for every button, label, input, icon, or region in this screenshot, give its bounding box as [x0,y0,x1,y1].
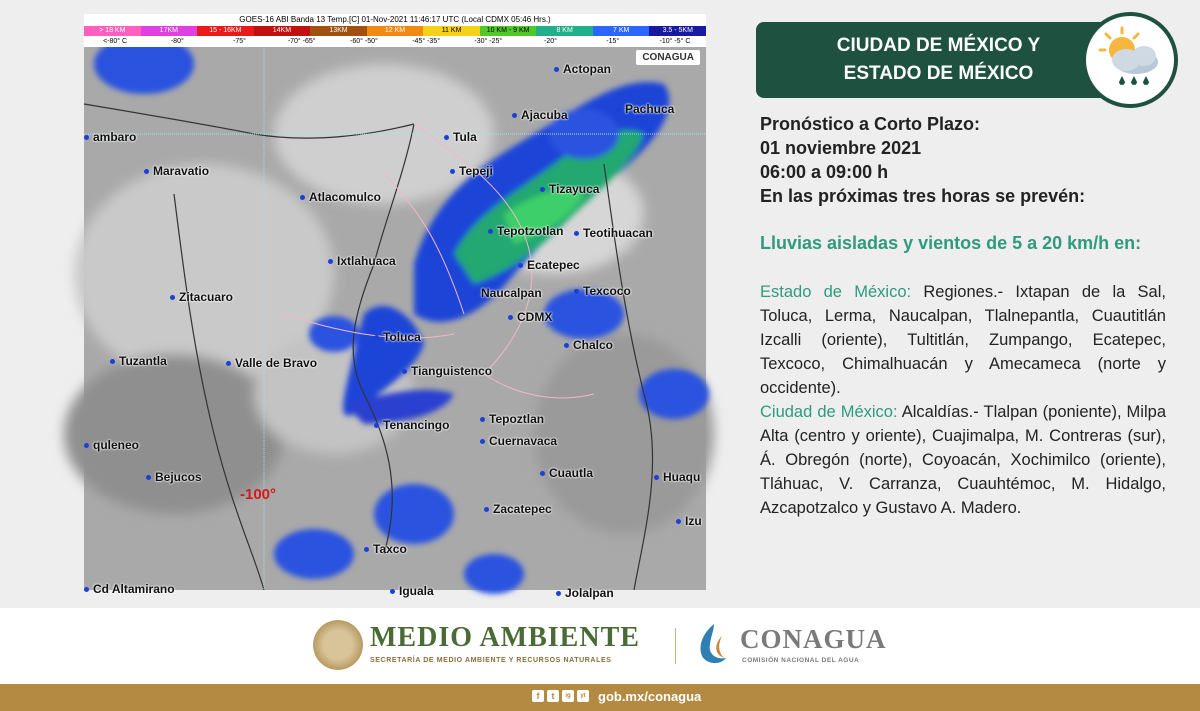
city-name: Tepeji [459,164,493,178]
city-name: Tizayuca [549,182,600,196]
cdmx-label: Ciudad de México: [760,403,898,421]
city-dot-icon [616,107,621,112]
logo-divider [675,628,676,664]
city-label [84,582,175,596]
scale-segment: 7 KM [593,26,650,36]
city-dot-icon [554,67,559,72]
scale-temperature: <-80° C [103,38,128,45]
city-dot-icon [444,135,449,140]
city-name: Tepotzotlan [497,224,564,238]
scale-segment: 12 KM [367,26,424,36]
longitude-label: -100° [240,486,277,503]
city-name: Zacatepec [493,502,552,516]
scale-temperature: -30° -25° [474,38,503,45]
city-label [512,108,568,122]
city-name: Tenancingo [383,418,450,432]
temperature-scale [84,36,706,47]
city-label [84,438,139,452]
city-name: CDMX [517,310,553,324]
city-name: Atlacomulco [309,190,382,204]
city-label [226,356,317,370]
city-label [144,164,209,178]
scale-temperature: -20° [544,38,557,45]
city-label [170,290,233,304]
city-name: Tuzantla [119,354,167,368]
city-name: Cd Altamirano [93,582,175,596]
city-label [480,434,557,448]
city-name: Naucalpan [481,286,542,300]
scale-segment: > 18 KM [84,26,141,36]
city-dot-icon [84,443,89,448]
website-link[interactable]: gob.mx/conagua [598,689,702,704]
conagua-subtitle: COMISIÓN NACIONAL DEL AGUA [742,657,860,664]
city-dot-icon [484,507,489,512]
edomex-label: Estado de México: [760,283,912,301]
city-dot-icon [328,259,333,264]
city-label [444,130,477,144]
city-name: Izu [685,514,702,528]
city-name: Bejucos [155,470,202,484]
city-name: Ajacuba [521,108,568,122]
edomex-text: Regiones.- Ixtapan de la Sal, Toluca, Lerma, Naucalpan, Tlalnepantla, Cuautitlán Izcalli (oriente), Tultitlán, Zumpango, Ecatepec, Texcoco, Chimalhuacán y Amecameca (norte y occidente). [760,283,1166,397]
scale-segment: 14KM [254,26,311,36]
city-dot-icon [110,359,115,364]
city-dot-icon [472,291,477,296]
city-label [488,224,563,238]
scale-segment: 17KM [141,26,198,36]
mexico-seal-icon [313,620,363,670]
city-label [390,584,434,598]
city-dot-icon [540,471,545,476]
city-name: Texcoco [583,284,631,298]
conagua-watermark: CONAGUA [636,50,700,65]
city-name: Jolalpan [565,586,614,600]
city-label [556,586,614,600]
city-dot-icon [676,519,681,524]
city-dot-icon [480,439,485,444]
city-name: Maravatio [153,164,210,178]
medio-ambiente-subtitle: SECRETARÍA DE MEDIO AMBIENTE Y RECURSOS NATURALES [370,657,612,664]
conagua-logo-icon [694,622,732,666]
city-dot-icon [540,187,545,192]
scale-segment: 11 KM [423,26,480,36]
city-label [540,466,593,480]
city-label [480,412,544,426]
forecast-heading [760,112,1170,208]
youtube-icon[interactable]: yt [577,690,589,702]
scale-segment: 10 KM - 9 KM [480,26,537,36]
city-dot-icon [144,169,149,174]
city-name: Ecatepec [527,258,580,272]
city-dot-icon [84,135,89,140]
scale-temperature: -15° [606,38,620,45]
city-dot-icon [574,231,579,236]
city-dot-icon [488,229,493,234]
city-label [484,502,552,516]
city-label [300,190,381,204]
city-name: Taxco [373,542,407,556]
city-label [374,330,421,344]
city-label [450,164,493,178]
satellite-header: GOES-16 ABI Banda 13 Temp.[C] 01-Nov-2021 11:46:17 UTC (Local CDMX 05:46 Hrs.) [84,14,706,26]
city-name: ambaro [93,130,137,144]
city-label [110,354,167,368]
forecast-body [760,280,1166,520]
city-name: Huaqu [663,470,701,484]
medio-ambiente-title: MEDIO AMBIENTE [370,622,640,653]
city-name: Zitacuaro [179,290,234,304]
scale-temperature: -45° -35° [412,38,440,45]
region-title-line1: CIUDAD DE MÉXICO Y [836,35,1041,56]
city-label [508,310,552,324]
forecast-date: 01 noviembre 2021 [760,138,922,158]
city-name: Pachuca [625,102,675,116]
city-dot-icon [402,369,407,374]
scale-temperature: -10° -5° C [659,38,691,45]
city-label [654,470,700,484]
city-name: Tula [453,130,477,144]
conagua-title: CONAGUA [740,624,887,654]
city-label [518,258,580,272]
city-dot-icon [390,589,395,594]
city-label [554,62,611,76]
city-dot-icon [564,343,569,348]
city-dot-icon [146,475,151,480]
region-title-bar [756,22,1121,98]
scale-temperature: -75° [233,38,246,45]
social-links [532,690,589,702]
city-name: Iguala [399,584,434,598]
city-dot-icon [654,475,659,480]
city-label [328,254,396,268]
city-name: Chalco [573,338,614,352]
scale-temperature: -80° [170,38,184,45]
forecast-time-range: 06:00 a 09:00 h [760,162,889,182]
city-dot-icon [374,335,379,340]
city-name: Cuernavaca [489,434,558,448]
twitter-icon[interactable]: t [547,690,559,702]
city-label [676,514,702,528]
city-dot-icon [364,547,369,552]
city-dot-icon [226,361,231,366]
city-label [564,338,613,352]
city-dot-icon [556,591,561,596]
scale-segment: 13KM [310,26,367,36]
scale-segment: 3.5 - 5KM [649,26,706,36]
city-dot-icon [300,195,305,200]
city-dot-icon [480,417,485,422]
city-dot-icon [84,587,89,592]
instagram-icon[interactable]: ig [562,690,574,702]
scale-temperature: -60° -50° [350,38,378,45]
city-name: Valle de Bravo [235,356,318,370]
city-label [374,418,449,432]
city-name: quleneo [93,438,140,452]
city-name: Tepoztlan [489,412,545,426]
city-name: Ixtlahuaca [337,254,396,268]
city-label [540,182,599,196]
facebook-icon[interactable]: f [532,690,544,702]
city-dot-icon [170,295,175,300]
city-label [402,364,492,378]
city-name: Actopan [563,62,611,76]
scale-segment: 15 - 16KM [197,26,254,36]
city-label [146,470,202,484]
city-label [574,226,653,240]
partly-cloudy-rain-icon [1082,12,1178,108]
city-label [574,284,631,298]
city-name: Toluca [383,330,421,344]
city-dot-icon [574,289,579,294]
city-name: Teotihuacan [583,226,653,240]
altitude-scale [84,26,706,36]
forecast-heading-line1: Pronóstico a Corto Plazo: [760,114,981,134]
city-label [472,286,542,300]
city-label [616,102,674,116]
forecast-intro: En las próximas tres horas se prevén: [760,186,1086,206]
city-name: Cuautla [549,466,594,480]
city-label [364,542,407,556]
city-dot-icon [450,169,455,174]
city-dot-icon [512,113,517,118]
city-dot-icon [508,315,513,320]
city-label [84,130,136,144]
satellite-map [84,14,706,600]
forecast-lead: Lluvias aisladas y vientos de 5 a 20 km/h en: [760,233,1142,253]
city-dot-icon [518,263,523,268]
scale-segment: 8 KM [536,26,593,36]
region-title-line2: ESTADO DE MÉXICO [843,63,1034,84]
scale-temperature: -70° -65° [287,38,316,45]
city-name: Tianguistenco [411,364,493,378]
cdmx-text: Alcaldías.- Tlalpan (poniente), Milpa Alta (centro y oriente), Cuajimalpa, M. Contreras (sur), Á. Obregón (norte), Coyoacán, Xochimilco (oriente), Tláhuac, V. Carranza, Cuauhtémoc, M. Hidalgo, Azcapotzalco y Gustavo A. Madero. [760,403,1166,517]
city-dot-icon [374,423,379,428]
